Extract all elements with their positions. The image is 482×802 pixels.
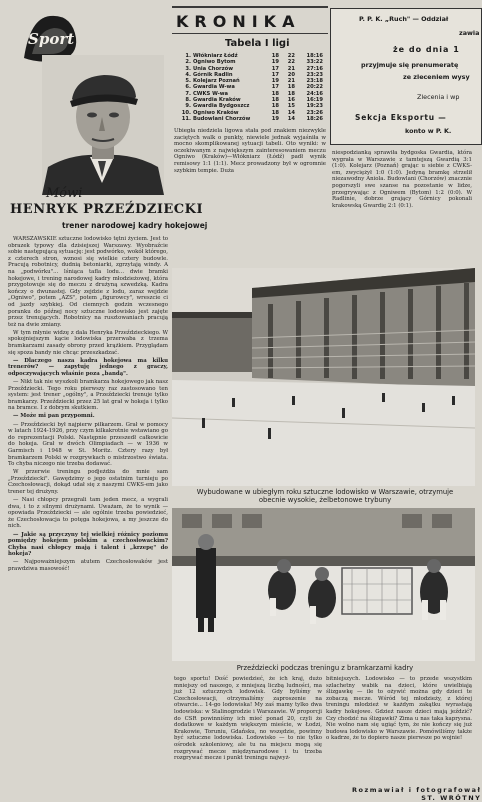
interview-question: — Dlaczego nasza kadra hokejowa ma kilku trenerów? — zapytuję jednego z graczy, odpoczywających właśnie poza „bandą". [8,357,168,377]
author-signature: Rozmawiał i fotografował ST. WRÓTNY [352,786,482,802]
league-position: 2. [185,59,191,66]
interview-paragraph: — Nasi chłopcy przegrali tam jeden mecz, a wygrali dwa, i to z silnymi drużynami. Uważam, że to wynik — opowiada Przeździecki — ale ogólnie trzeba powiedzieć, że Czechosłowacja to potęga hokejowa, a my jeszcze do nich. [8,497,168,530]
league-points: 15 [287,103,295,110]
league-goals: 18:26 [306,115,323,122]
league-team: Gwardia Bydgoszcz [193,103,250,110]
league-position: 8. [185,97,191,104]
league-points: 16 [287,97,295,104]
league-goals: 18:16 [306,53,323,59]
interview-paragraph: — Przeździecki był najpierw piłkarzem. Grał w pomocy w latach 1924-1926, przy czym kilkakrotnie wstawiano go do reprezentacji Polski. Następnie przeszedł całkowicie do hokeja. Grał w dwóch Olimpiadach — w 1936 w Garmisch i 1948 w St. Moritz. Cztery razy był bramkarzem Polski w rozgrywkach o mistrzostwo świata. To chyba niczego nie trzeba dodawać. [8,421,168,468]
league-team: CWKS W-wa [193,90,229,97]
training-photo [172,508,475,661]
training-caption: Przeździecki podczas treningu z bramkarzami kadry [236,664,414,672]
sport-badge-label: Sport [28,30,75,48]
kronika-text-left: Ubiegła niedziela ligowa stała pod znakiem niezwykle zaciętych walk o punkty, niewiele jednak wyjaśniła w mocno skomplikowanej sytuacji tabeli. Oto wyniki: w oczekiwanym z największym zainteresowaniem meczu Ogniwo (Kraków)—Włókniarz (Łódź) padł wynik remisowy 1:1 (1:1). Mecz prowadzony był w ogromnie szybkim tempie. Duża [174,128,326,174]
league-played: 18 [271,103,279,110]
ruch-line: zawia [459,29,480,37]
mowi-label: Mówi [46,186,83,201]
league-team: Ogniwo Kraków [193,109,239,116]
league-team: Unia Chorzów [193,65,233,72]
league-table-title: Tabela I ligi [225,38,290,49]
kronika-top-rule [172,6,328,8]
league-goals: 20:22 [306,84,323,91]
league-goals: 27:16 [306,65,323,72]
kronika-title-rule [172,33,328,34]
league-played: 18 [271,109,279,116]
league-goals: 19:23 [306,103,323,110]
league-points: 18 [287,84,295,91]
league-points: 21 [287,65,295,72]
league-played: 18 [271,90,279,97]
interview-paragraph: WARSZAWSKIE sztuczne lodowisko tętni życiem. Jest to obrazek typowy dla dzisiejszej Warszawy. Wyobraźcie sobie następującą sytuację: jest podwórko, wokół którego, z czterech stron, wznosi się wielkie cztery budowle. Pracują robotnicy, dudnią betoniarki, zgrzytają windy. A na „podwórku"... lśniąca tafla lodu... dwie bramki hokejowe, i trening narodowej kadry młodzieżowej, która przygotowuje się do meczu z drużyną szwedzką. Kadra kończy o dwunastej. Gdy zejdzie z lodu, zaraz wejdzie „Ogniwo", potem „AZS", potem „figurowcy", wreszcie ci od jazdy szybkiej. Od ciemnych godzin wczesnego poranku do późnej nocy sztuczne lodowisko jest zajęte przez trenujących. Robotnicy na rusztowaniach pracują też na dwie zmiany. [8,236,168,328]
league-goals: 16:19 [306,97,323,104]
league-position: 11. [181,115,191,122]
league-team: Ogniwo Bytom [193,59,236,66]
ruch-line: Zlecenia i wp [417,93,460,101]
interview-question: — Może mi pan przypomni. [13,413,95,420]
league-position: 9. [185,103,191,110]
league-position: 3. [185,65,191,72]
interviewee-name: HENRYK PRZEŹDZIECKI [10,202,204,217]
league-played: 17 [271,84,279,91]
league-table-row [176,116,324,122]
ruch-line: konto w P. K. [405,127,452,135]
league-played: 19 [271,115,279,122]
interview-paragraph: W tym młynie widzę z dala Henryka Przeździeckiego. W spokojniejszym kącie lodowiska przerwaba z trzema bramkarzami zasady obrony przed krążkiem. Przyglądam się spoza bandy nie chcąc przeszkadzać. [8,329,168,356]
ruch-line: P. P. K. „Ruch" — Oddział [359,15,449,23]
league-goals: 23:18 [306,78,323,85]
league-goals: 33:22 [306,59,323,66]
league-points: 14 [287,115,295,122]
interview-paragraph: — Nikt tak nie wyszkoli bramkarza hokejowego jak nasz Przeździecki. Tego roku pierwszy raz zastosowano ten system: jest trener „ogólny", a Przeździecki trenuje tylko bramkarzy. Przeździecki przez 25 lat grał w hokeja i tylko na bramce. I z dobrym skutkiem. [8,378,168,412]
league-goals: 23:23 [306,71,323,78]
league-team: Gwardia Kraków [193,97,241,104]
league-team: Górnik Radlin [193,71,233,78]
league-goals: 24:16 [306,90,323,97]
league-team: Gwardia W-wa [193,84,235,91]
interview-question: — Jakie są przyczyny tej wielkiej różnicy poziomu pomiędzy hokejem polskim a czechosłowackim? Chyba nasi chłopcy mają i talent i „krzepę" do hokeja? [8,531,168,558]
league-team: Włókniarz Łódź [193,53,238,59]
bottom-text-col2: bitniejszych. Lodowisko — to przede wszystkim szlachetny wabik na dzieci, które uwielbiają ślizgawkę — ile to ożywić można gdy dzieci te zobaczą mecze. Wśród tej młodzieży, z której treningu młodzież w każdym zakątku wyrastają kadry hokejowe. Gdzież nasze dzieci mają jeździć? Czy chodzić na ślizgawki? Zima u nas taka kaprysna. Nie wolno nam się ugiąć tym, że nie kończy się już budowa lodowisko w Warszawie. Pomówiliśmy także o kadrze, że to dopiero nasze pierwsze po wojnie! [326,676,472,742]
league-points: 20 [287,71,295,78]
interview-column [8,236,168,798]
ruch-line: ze zleceniem wysy [403,73,470,81]
kronika-title: KRONIKA [176,12,301,31]
kronika-text-right: niespodzianką sprawiła bydgoska Gwardia, która wygrała w Warszawie z tamtejszą Gwardią 3:1 (1:0). Kolejarz (Poznań) grając u siebie z CWKS-em, zwyciężył 1:0 (1:0). Jedyną bramkę strzelił niezawodny Aniola. Budowlani (Chorzów) znacznie pogorszyli swe szanse na pozostanie w lidze, przegrywając z Ogniwem (Bytom) 1:2 (0:0). W Radlinie, dobrze grający Górnicy pokonali krakowską Gwardię 2:1 (0:1). [332,150,472,209]
ruch-line: Sekcja Eksportu — [355,113,447,122]
league-position: 10. [181,109,191,116]
league-position: 1. [185,53,191,59]
interview-paragraph: W przerwie treningu podjeżdża do mnie sam „Przeździecki". Gawędzimy o jego ostatnim turnieju po Czechosłowacji, dokąd udał się z naszymi CWKS-em jako trener tej drużyny. [8,469,168,495]
league-team: Kolejarz Poznań [193,78,240,85]
league-position: 7. [185,90,191,97]
league-position: 6. [185,84,191,91]
portrait-photo [42,55,164,195]
league-played: 19 [271,78,279,85]
ruch-line: że do dnia 1 [393,45,460,54]
league-points: 22 [287,53,295,59]
league-team: Budowlani Chorzów [193,115,251,122]
ruch-subscription-box [330,8,482,145]
bottom-text-col1: tego sportu! Dość powiedzieć, że ich kraj, dużo mniejszy od naszego, z mniejszą liczbą ludności, ma już 12 sztucznych lodowisk. Gdy byliśmy w Czechosłowacji, otrzymaliśmy zaproszenie na otwarcie... 14-go lodowiska! My zaś mamy tylko dwa lodowiska: w Stalinogrodzie i Warszawie. W proporcji do CSR powinniśmy ich mieć ponad 20, czyli że dodatkowe w każdym większym mieście, w Łodzi, Krakowie, Toruniu, Gdańsku, no wszędzie, powinny być sztuczne lodowiska. Lodowisko — to nie tylko ośrodek szkoleniowy, ale tu na miejscu mogą się rozgrywać mecze międzynarodowe i tu trzeba rozgrywać mecze i punkt treningu najwyż- [174,676,322,762]
league-points: 14 [287,109,295,116]
league-played: 19 [271,59,279,66]
league-position: 4. [185,71,191,78]
stadium-caption: Wybudowane w ubiegłym roku sztuczne lodowisko w Warszawie, otrzymuje obecnie wysokie, żelbetonowe trybuny [196,488,454,504]
league-played: 17 [271,65,279,72]
league-points: 18 [287,90,295,97]
league-points: 22 [287,59,295,66]
stadium-photo [172,268,475,486]
league-position: 5. [185,78,191,85]
league-played: 17 [271,71,279,78]
league-played: 18 [271,97,279,104]
ruch-line: przyjmuje się prenumeratę [361,61,459,69]
league-played: 18 [271,53,279,59]
interviewee-subtitle: trener narodowej kadry hokejowej [62,221,208,230]
interview-paragraph: — Najpoważniejszym atutem Czechosłowaków jest prawdziwa masowość! [8,559,168,572]
league-table [176,53,324,122]
league-goals: 23:26 [306,109,323,116]
league-points: 21 [287,78,295,85]
